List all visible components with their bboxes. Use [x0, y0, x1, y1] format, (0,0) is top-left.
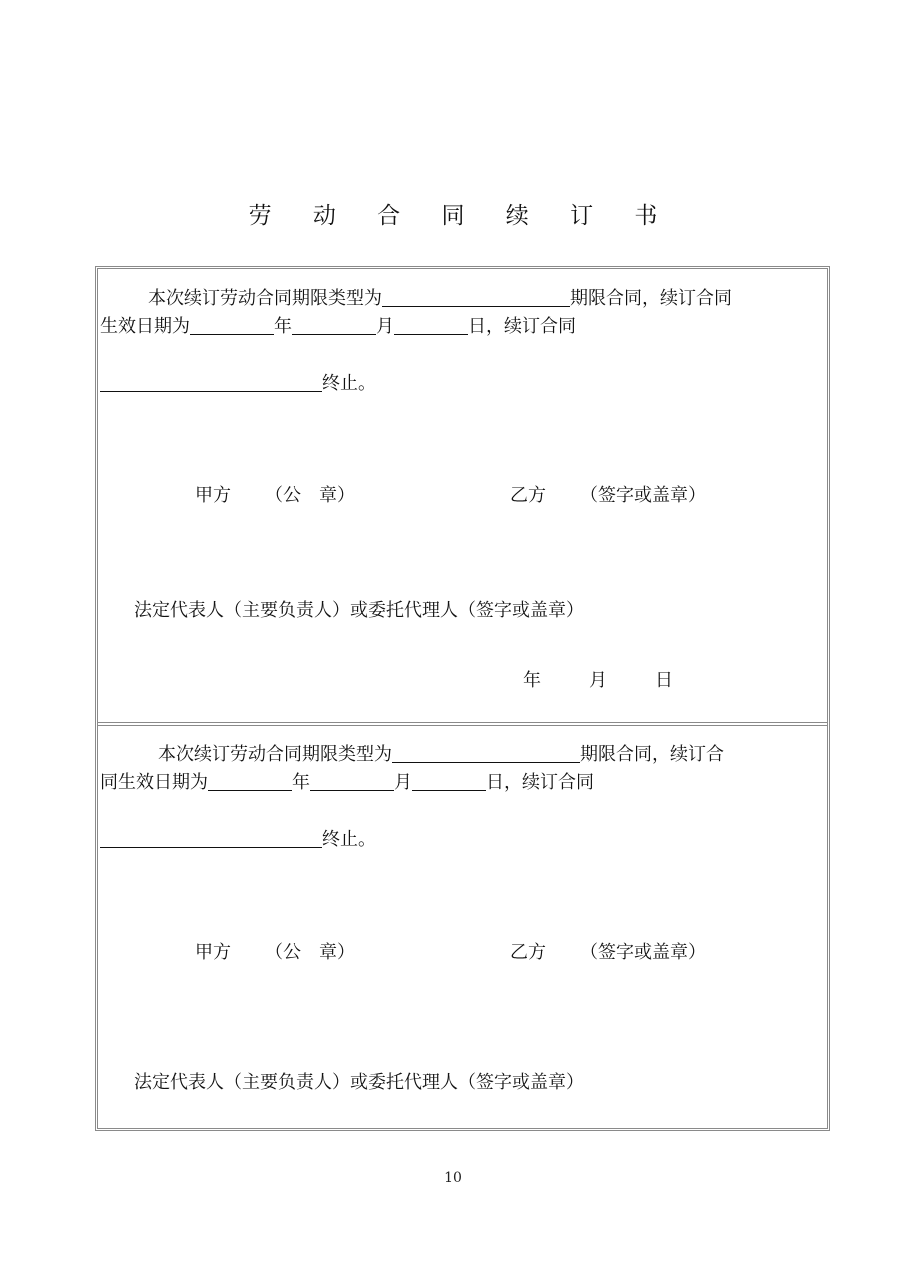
- s2-month-blank[interactable]: [310, 770, 394, 791]
- page-number: 10: [444, 1170, 462, 1186]
- s1-legal-representative: 法定代表人（主要负责人）或委托代理人（签字或盖章）: [134, 600, 584, 621]
- s2-day-label: 日，续订合同: [486, 772, 594, 793]
- s2-end-date-line: [100, 827, 376, 852]
- s2-year-label: 年: [292, 772, 310, 793]
- document-title: 劳 动 合 同 续 订 书: [248, 203, 675, 229]
- s2-party-a-seal: （公 章）: [265, 942, 355, 963]
- s1-month-blank[interactable]: [292, 314, 376, 335]
- s1-party-a: [195, 484, 355, 508]
- s1-party-b-label: 乙方: [510, 485, 546, 506]
- s2-end-label: 终止。: [322, 829, 376, 850]
- s1-sign-year: 年: [523, 670, 541, 691]
- s1-day-label: 日，续订合同: [468, 316, 576, 337]
- s1-term-type-blank[interactable]: [382, 286, 570, 307]
- s1-day-blank[interactable]: [394, 314, 468, 335]
- s2-term-type-suffix: 期限合同，续订合: [580, 744, 724, 765]
- s2-year-blank[interactable]: [208, 770, 292, 791]
- s2-party-b-label: 乙方: [510, 942, 546, 963]
- s1-party-b: [510, 484, 706, 508]
- s1-party-a-seal: （公 章）: [265, 485, 355, 506]
- s2-end-date-blank[interactable]: [100, 827, 322, 848]
- s2-month-label: 月: [394, 772, 412, 793]
- s1-sign-day: 日: [655, 670, 673, 691]
- s2-legal-representative: 法定代表人（主要负责人）或委托代理人（签字或盖章）: [134, 1072, 584, 1093]
- s1-sign-month: 月: [589, 670, 607, 691]
- s2-party-b: [510, 941, 706, 965]
- s2-day-blank[interactable]: [412, 770, 486, 791]
- s1-end-date-blank[interactable]: [100, 371, 322, 392]
- s1-term-type-line: [148, 286, 732, 311]
- renewal-form-frame: [95, 266, 830, 1131]
- s2-party-a-label: 甲方: [195, 942, 231, 963]
- s1-term-type-label: 本次续订劳动合同期限类型为: [148, 288, 382, 309]
- s2-party-a: [195, 941, 355, 965]
- s1-month-label: 月: [376, 316, 394, 337]
- section-divider: [98, 722, 827, 726]
- s2-effective-date-label: 同生效日期为: [100, 772, 208, 793]
- s2-term-type-label: 本次续订劳动合同期限类型为: [158, 744, 392, 765]
- s1-end-date-line: [100, 371, 376, 396]
- s2-term-type-blank[interactable]: [392, 742, 580, 763]
- s1-year-label: 年: [274, 316, 292, 337]
- s1-effective-date-line: [100, 314, 576, 339]
- s1-term-type-suffix: 期限合同，续订合同: [570, 288, 732, 309]
- s1-party-b-seal: （签字或盖章）: [580, 485, 706, 506]
- s2-party-b-seal: （签字或盖章）: [580, 942, 706, 963]
- s2-effective-date-line: [100, 770, 594, 795]
- s1-sign-date: [523, 669, 673, 693]
- s1-effective-date-label: 生效日期为: [100, 316, 190, 337]
- s2-term-type-line: [158, 742, 724, 767]
- s1-end-label: 终止。: [322, 373, 376, 394]
- s1-party-a-label: 甲方: [195, 485, 231, 506]
- s1-year-blank[interactable]: [190, 314, 274, 335]
